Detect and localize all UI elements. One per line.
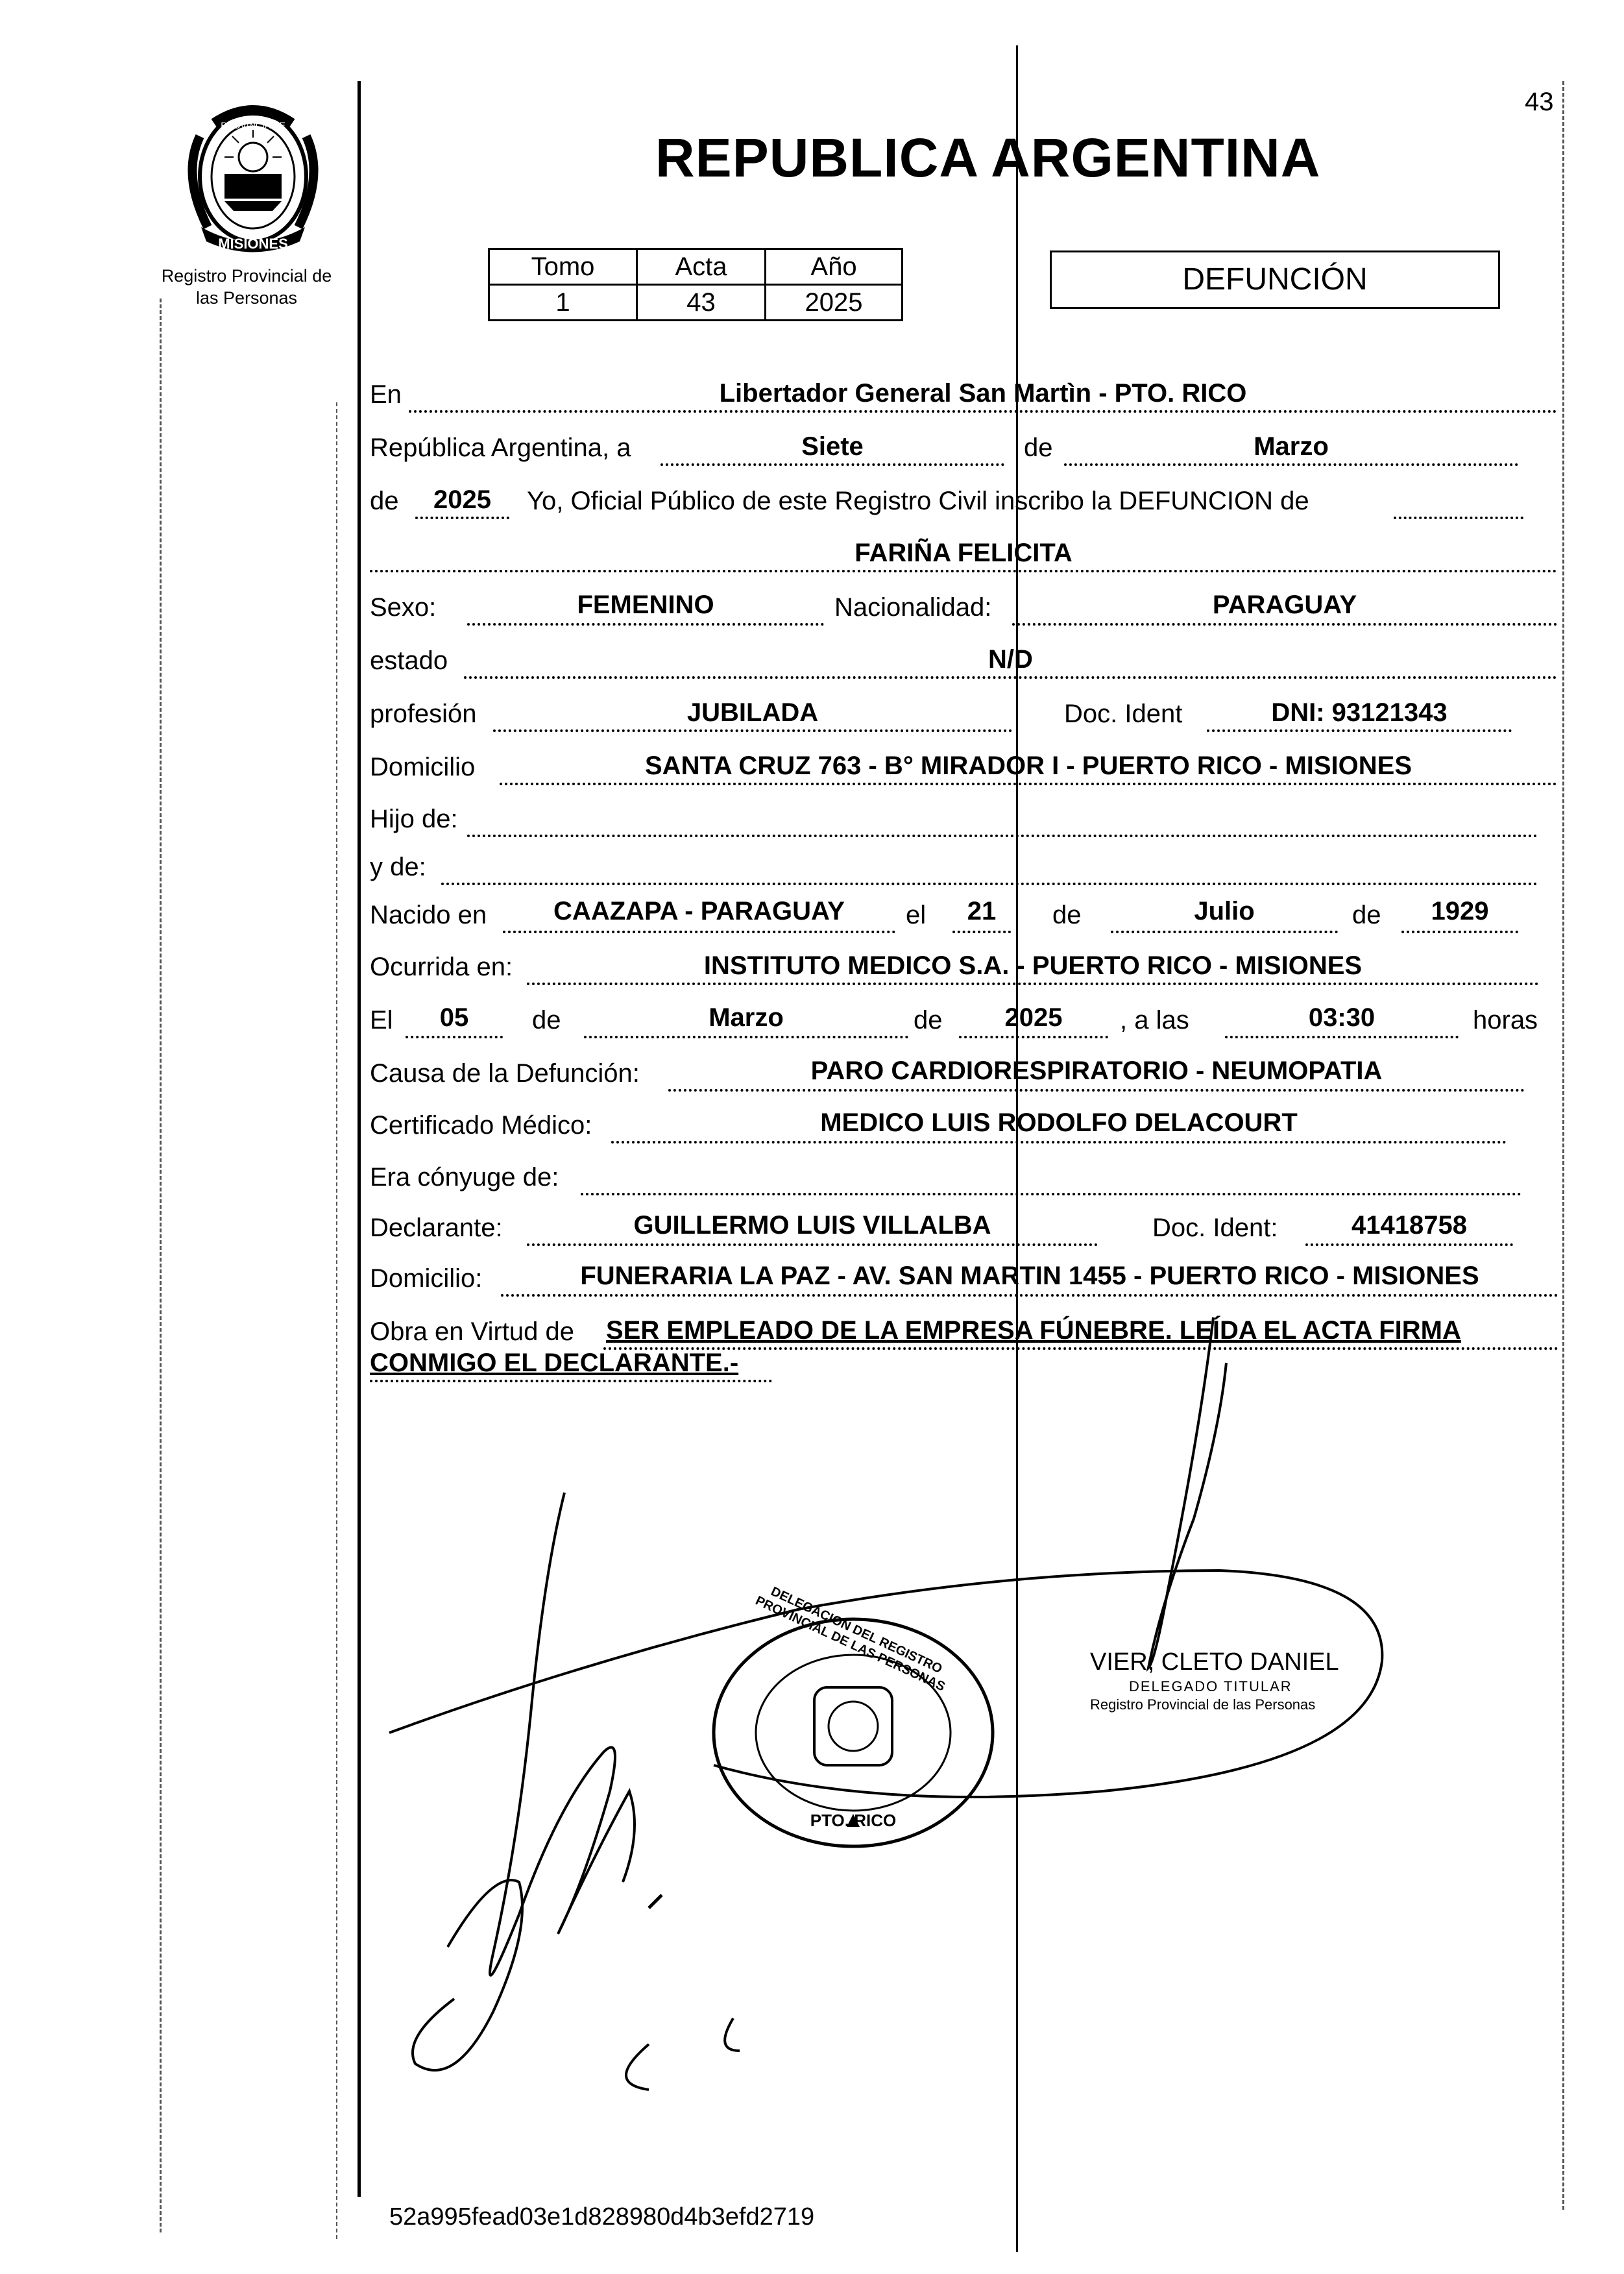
de-label-2: de bbox=[370, 487, 399, 515]
obra-label: Obra en Virtud de bbox=[370, 1317, 575, 1346]
doc-label: Doc. Ident bbox=[1064, 700, 1183, 728]
obra-value-line2: CONMIGO EL DECLARANTE.- bbox=[370, 1349, 739, 1377]
seal-text-bottom: MISIONES bbox=[218, 236, 288, 252]
official-office: Registro Provincial de las Personas bbox=[1090, 1696, 1316, 1713]
nacido-value: CAAZAPA - PARAGUAY bbox=[553, 897, 845, 925]
page-number: 43 bbox=[1525, 88, 1554, 116]
table-value-anio: 2025 bbox=[766, 285, 903, 321]
nombre-value: FARIÑA FELICITA bbox=[854, 539, 1073, 567]
nacionalidad-label: Nacionalidad: bbox=[834, 593, 992, 622]
de-label-1: de bbox=[1024, 434, 1053, 462]
el-label: el bbox=[906, 901, 927, 929]
certificado-value: MEDICO LUIS RODOLFO DELACOURT bbox=[820, 1108, 1298, 1137]
registry-name-line2: las Personas bbox=[195, 288, 298, 308]
declarante-label: Declarante: bbox=[370, 1214, 503, 1242]
nac-dia-value: 21 bbox=[967, 897, 997, 925]
official-name: VIER, CLETO DANIEL bbox=[1090, 1648, 1339, 1676]
anio-value: 2025 bbox=[433, 485, 491, 514]
def-dia-value: 05 bbox=[439, 1003, 469, 1032]
republica-label: República Argentina, a bbox=[370, 434, 631, 462]
table-value-acta: 43 bbox=[637, 285, 766, 321]
domicilio-label: Domicilio bbox=[370, 753, 476, 781]
registry-name-line1: Registro Provincial de bbox=[161, 266, 332, 286]
de-label-5: de bbox=[532, 1006, 561, 1034]
de-label-6: de bbox=[914, 1006, 943, 1034]
horas-label: horas bbox=[1473, 1006, 1538, 1034]
decl-domicilio-label: Domicilio: bbox=[370, 1264, 483, 1293]
seal-text-top: PROVINCIA DE bbox=[221, 120, 285, 130]
estado-value: N/D bbox=[988, 645, 1033, 674]
estado-label: estado bbox=[370, 646, 448, 675]
document-hash: 52a995fead03e1d828980d4b3efd2719 bbox=[389, 2203, 815, 2231]
de-label-3: de bbox=[1052, 901, 1082, 929]
table-header-acta: Acta bbox=[637, 249, 766, 285]
stamp-place: PTO. RICO bbox=[810, 1811, 897, 1830]
page-title: REPUBLICA ARGENTINA bbox=[655, 127, 1321, 188]
certificado-label: Certificado Médico: bbox=[370, 1111, 592, 1140]
domicilio-value: SANTA CRUZ 763 - B° MIRADOR I - PUERTO RICO - MISIONES bbox=[645, 752, 1412, 780]
en-label: En bbox=[370, 380, 402, 409]
declarante-value: GUILLERMO LUIS VILLALBA bbox=[633, 1211, 991, 1240]
record-type-box: DEFUNCIÓN bbox=[1050, 251, 1500, 309]
oficial-text: Yo, Oficial Público de este Registro Civil inscribo la DEFUNCION de bbox=[527, 487, 1309, 515]
decl-domicilio-value: FUNERARIA LA PAZ - AV. SAN MARTIN 1455 - PUERTO RICO - MISIONES bbox=[580, 1262, 1479, 1290]
def-anio-value: 2025 bbox=[1004, 1003, 1063, 1032]
profesion-value: JUBILADA bbox=[686, 698, 819, 727]
en-value: Libertador General San Martìn - PTO. RICO bbox=[719, 379, 1247, 408]
decl-doc-value: 41418758 bbox=[1351, 1211, 1467, 1240]
causa-value: PARO CARDIORESPIRATORIO - NEUMOPATIA bbox=[810, 1057, 1383, 1085]
doc-value: DNI: 93121343 bbox=[1271, 698, 1448, 727]
declarant-signature bbox=[490, 1493, 635, 1975]
table-header-tomo: Tomo bbox=[489, 249, 637, 285]
profesion-label: profesión bbox=[370, 700, 477, 728]
nacionalidad-value: PARAGUAY bbox=[1212, 591, 1357, 619]
yde-label: y de: bbox=[370, 853, 426, 881]
nac-anio-value: 1929 bbox=[1431, 897, 1489, 925]
official-role: DELEGADO TITULAR bbox=[1129, 1678, 1292, 1694]
sexo-label: Sexo: bbox=[370, 593, 437, 622]
ocurrida-value: INSTITUTO MEDICO S.A. - PUERTO RICO - MISIONES bbox=[703, 951, 1363, 980]
obra-value-line1: SER EMPLEADO DE LA EMPRESA FÚNEBRE. LEÍDA EL ACTA FIRMA bbox=[606, 1316, 1461, 1345]
ocurrida-label: Ocurrida en: bbox=[370, 953, 513, 981]
dia-value: Siete bbox=[801, 432, 864, 461]
table-header-anio: Año bbox=[766, 249, 903, 285]
table-value-tomo: 1 bbox=[489, 285, 637, 321]
mes-value: Marzo bbox=[1254, 432, 1329, 461]
sexo-value: FEMENINO bbox=[577, 591, 714, 619]
El-label: El bbox=[370, 1006, 393, 1034]
hijo-label: Hijo de: bbox=[370, 805, 458, 833]
de-label-4: de bbox=[1352, 901, 1381, 929]
def-mes-value: Marzo bbox=[709, 1003, 784, 1032]
nac-mes-value: Julio bbox=[1194, 897, 1255, 925]
causa-label: Causa de la Defunción: bbox=[370, 1059, 640, 1088]
hora-value: 03:30 bbox=[1308, 1003, 1376, 1032]
conyuge-label: Era cónyuge de: bbox=[370, 1163, 559, 1192]
nacido-label: Nacido en bbox=[370, 901, 487, 929]
alas-label: , a las bbox=[1120, 1006, 1189, 1034]
decl-doc-label: Doc. Ident: bbox=[1152, 1214, 1278, 1242]
stamp-text: DELEGACION DEL REGISTRO PROVINCIAL DE LAS PERSONAS bbox=[753, 1584, 947, 1694]
